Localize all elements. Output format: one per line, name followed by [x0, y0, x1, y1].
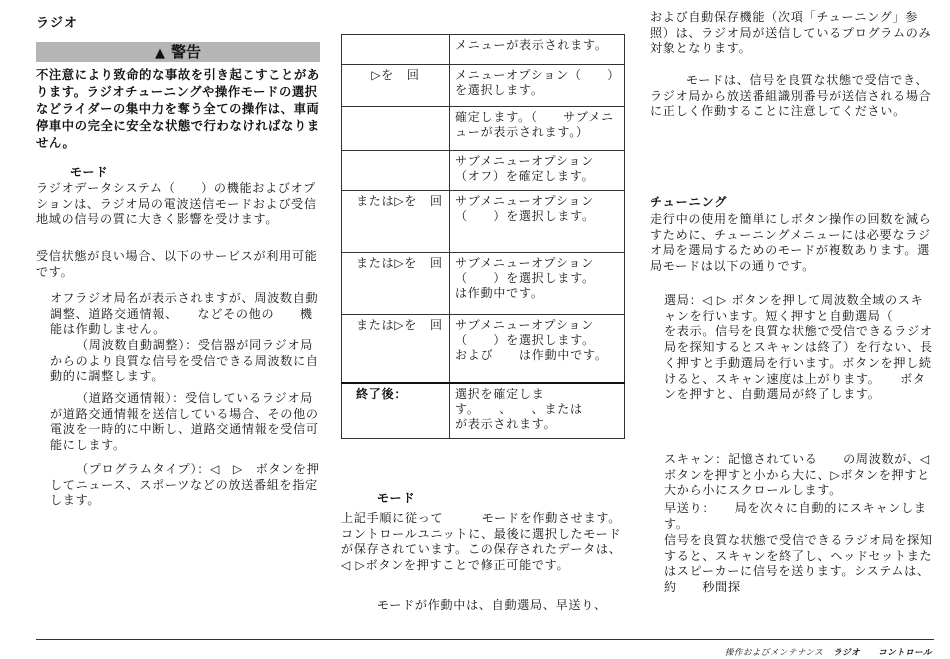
tuning-heading: チューニング — [650, 195, 728, 209]
table-cell-action: または▷を 回 — [342, 191, 450, 253]
scan-item: スキャン：記憶されている の周波数が、◁ボタンを押すと小から大に、▷ボタンを押すと大から小にスクロールします。 — [664, 452, 930, 498]
section-title: ラジオ — [36, 16, 79, 31]
seek-item: 選局：◁ ▷ ボタンを押して周波数全域のスキャンを行います。短く押すと自動選局（ を表示。信号を良質な状態で受信できるラジオ局を探知するとスキャンは終了）を行ない、長く押すと手動選局を行います。ボタンを押し続けると、スキャン速度は上がります。 ボタンを押すと、自動選局が終了します。 — [664, 293, 945, 402]
footer-title: ラジオ コントロール — [833, 648, 932, 658]
table-cell-result: サブメニューオプション（ ）を選択します。 および は作動中です。 — [450, 315, 625, 383]
table-cell-result: メニューが表示されます。 — [450, 35, 625, 65]
services-paragraph: 受信状態が良い場合、以下のサービスが利用可能です。 — [36, 249, 318, 279]
table-row — [342, 253, 625, 315]
warning-banner — [36, 42, 320, 62]
table-cell-action: または▷を 回 — [342, 253, 450, 315]
pty-item: （プログラムタイプ）：◁ ▷ ボタンを押してニュース、スポーツなどの放送番組を指定します。 — [50, 462, 320, 508]
table-row — [342, 65, 625, 107]
table-row — [342, 151, 625, 191]
table-cell-result: サブメニューオプション（ ）を選択します。 は作動中です。 — [450, 253, 625, 315]
scan-stop-item: 信号を良質な状態で受信できるラジオ局を探知すると、スキャンを終了し、ヘッドセットまたはスピーカーに信号を送ります。システムは、約 秒間探 — [664, 533, 933, 595]
mode-paragraph: 上記手順に従って モードを作動させます。コントロールユニットに、最後に選択したモードが保存されています。この保存されたデータは、◁ ▷ボタンを押すことで修正可能です。 — [341, 511, 622, 573]
page-footer — [725, 646, 932, 658]
warning-text: 不注意により致命的な事故を引き起こすことがあります。ラジオチューニングや操作モードの選択などライダーの集中力を奪う全ての操作は、車両停車中の完全に安全な状態で行わなければなりません。 — [36, 68, 320, 150]
rds-intro-paragraph: ラジオデータシステム（ ）の機能およびオプションは、ラジオ局の電波送信モードおよび受信地域の信号の質に大きく影響を受けます。 — [36, 181, 317, 227]
continuation-paragraph: および自動保存機能（次項「チューニング」参照）は、ラジオ局が送信しているプログラムのみ対象となります。 — [650, 10, 932, 56]
warning-triangle-icon: ▲ — [154, 46, 165, 61]
warning-label: 警告 — [170, 43, 201, 61]
table-cell-result: 確定します。（ サブメニューが表示されます。） — [450, 107, 625, 151]
fast-forward-item: 早送り： 局を次々に自動的にスキャンします。 — [664, 501, 927, 531]
rds-off-item: オフラジオ局名が表示されますが、周波数自動調整、道路交通情報、 などその他の 機能は作動しません。 — [50, 291, 319, 337]
table-cell-action — [342, 107, 450, 151]
footer-rule — [36, 639, 934, 640]
table-cell-action: 終了後： — [342, 383, 450, 439]
table-row — [342, 35, 625, 65]
footer-section: 操作およびメンテナンス — [724, 648, 824, 658]
ta-item: （道路交通情報）：受信しているラジオ局が道路交通情報を送信している場合、その他の電波を一時的に中断し、道路交通情報を受信可能にします。 — [50, 391, 319, 453]
procedure-table — [341, 34, 625, 439]
rds-heading: モード — [70, 165, 109, 179]
tuning-paragraph: 走行中の使用を簡単にしボタン操作の回数を減らすために、チューニングメニューには必要なラジオ局を選局するためのモードが複数あります。選局モードは以下の通りです。 — [650, 212, 932, 274]
table-cell-result: サブメニューオプション（オフ）を確定します。 — [450, 151, 625, 191]
table-cell-result: 選択を確定します。 、 、または が表示されます。 — [450, 383, 625, 439]
table-cell-action: または▷を 回 — [342, 315, 450, 383]
mode-active-paragraph: モードが作動中は、自動選局、早送り、 — [377, 598, 607, 612]
table-row — [342, 383, 625, 439]
table-cell-result: メニューオプション（ ）を選択します。 — [450, 65, 625, 107]
table-cell-action — [342, 151, 450, 191]
mode-heading: モード — [377, 491, 416, 505]
table-row — [342, 107, 625, 151]
table-row — [342, 191, 625, 253]
af-item: （周波数自動調整）：受信器が同ラジオ局からのより良質な信号を受信できる周波数に自動的に調整します。 — [50, 338, 319, 384]
table-cell-result: サブメニューオプション（ ）を選択します。 — [450, 191, 625, 253]
table-cell-action — [342, 35, 450, 65]
table-cell-action: ▷を 回 — [342, 65, 450, 107]
rds-note-paragraph: モードは、信号を良質な状態で受信でき、ラジオ局から放送番組識別番号が送信される場合に正しく作動することに注意してください。 — [650, 73, 932, 119]
table-row — [342, 315, 625, 383]
